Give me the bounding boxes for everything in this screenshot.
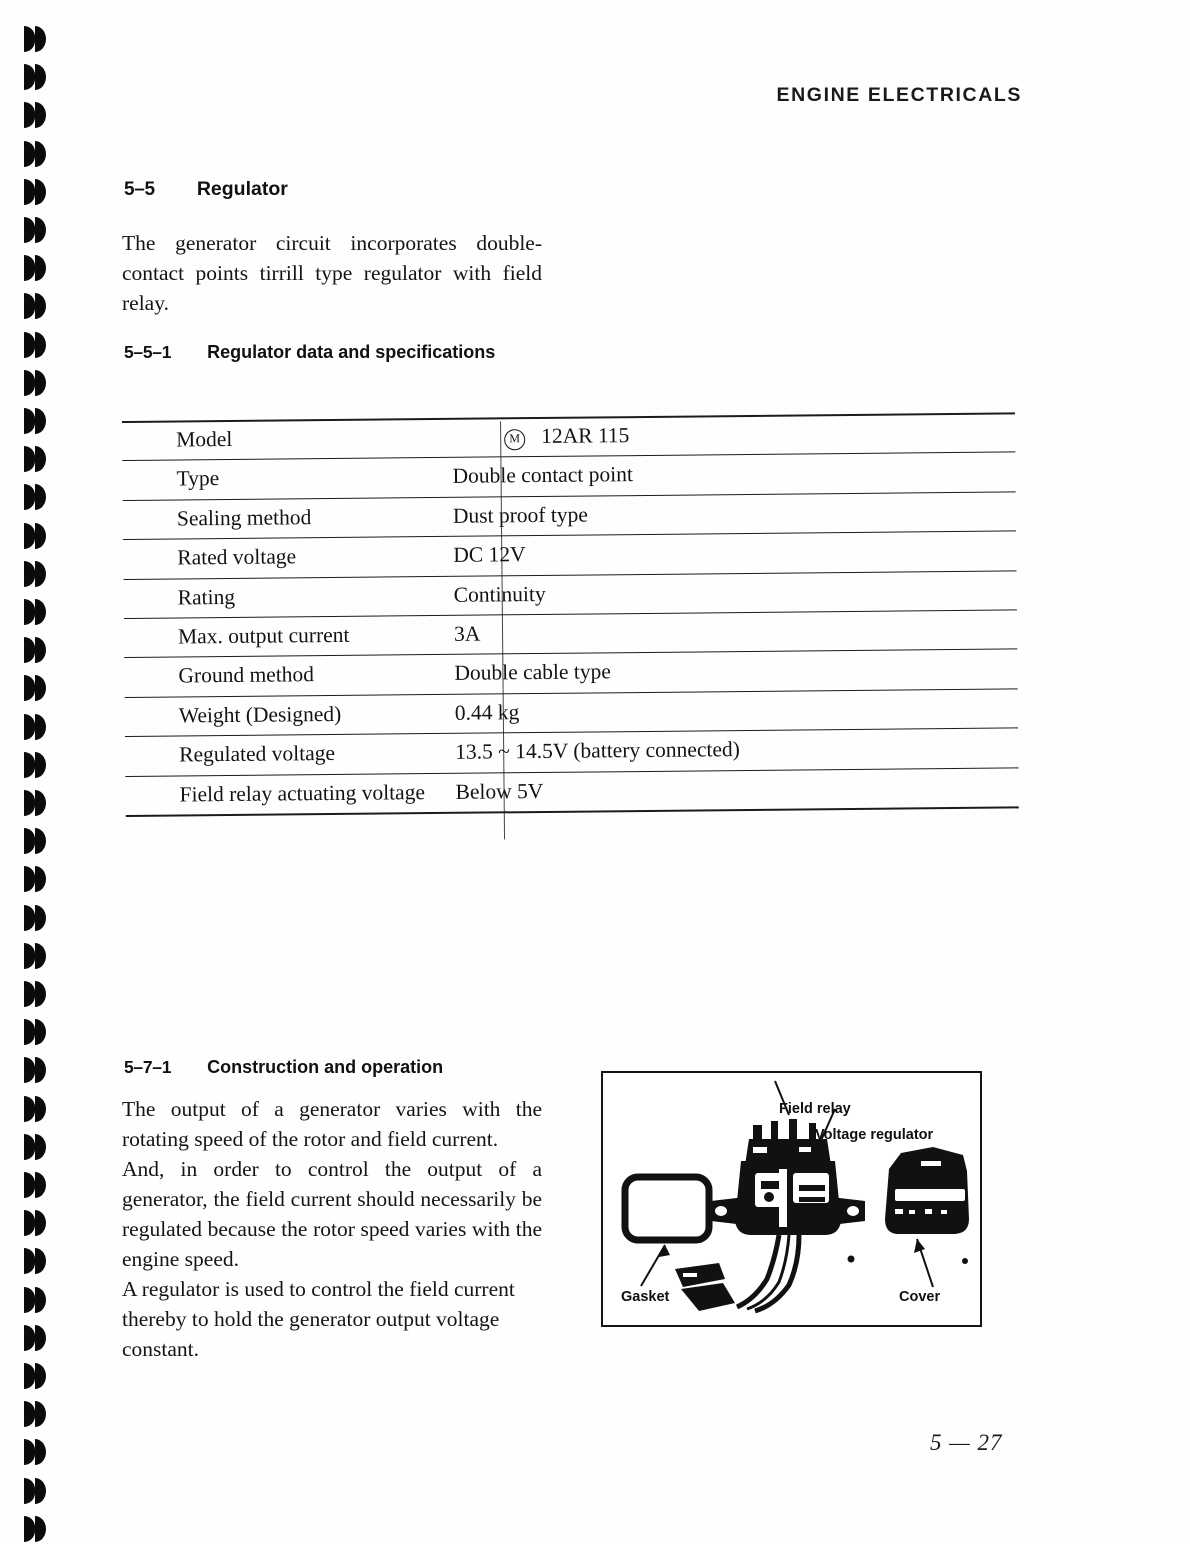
binding-hole <box>24 141 35 167</box>
running-header: ENGINE ELECTRICALS <box>776 84 1022 106</box>
table-rule <box>125 728 1018 738</box>
binding-hole <box>24 64 35 90</box>
table-cell-label: Rated voltage <box>177 544 297 570</box>
table-cell-value: Double cable type <box>454 659 611 686</box>
figure-label-voltage-regulator: Voltage regulator <box>815 1127 934 1143</box>
spiral-binding <box>0 0 70 1544</box>
table-rule <box>125 688 1018 698</box>
table-cell-label: Max. output current <box>177 622 350 649</box>
binding-hole <box>24 561 35 587</box>
binding-hole <box>24 1287 35 1313</box>
table-cell-label: Sealing method <box>176 504 312 531</box>
table-rule <box>124 649 1017 659</box>
paragraph-text: The output of a generator varies with the rotating speed of the rotor and field current. <box>122 1097 542 1151</box>
table-cell-label: Rating <box>177 584 236 610</box>
cover-illustration <box>848 1147 970 1264</box>
binding-hole <box>24 981 35 1007</box>
page-number: 5 — 27 <box>930 1430 1003 1455</box>
table-cell-value: M 12AR 115 <box>504 423 629 450</box>
cover-leader-line <box>914 1239 933 1287</box>
figure-regulator-assembly <box>601 1071 982 1327</box>
binding-hole <box>24 866 35 892</box>
binding-hole <box>24 1057 35 1083</box>
gasket-leader-line <box>641 1245 670 1286</box>
table-cell-value: Continuity <box>453 581 546 607</box>
binding-hole <box>24 446 35 472</box>
binding-hole <box>24 599 35 625</box>
binding-hole <box>24 1096 35 1122</box>
section-heading-construction <box>124 1057 443 1078</box>
paragraph-text: A regulator is used to control the field current thereby to hold the generator output voltage constant. <box>122 1277 515 1361</box>
table-cell-label: Model <box>176 426 233 452</box>
section-title: Regulator data and specifications <box>207 342 496 362</box>
binding-hole <box>24 1363 35 1389</box>
binding-hole <box>24 255 35 281</box>
table-cell-value: 0.44 kg <box>454 699 520 725</box>
section-number: 5–5–1 <box>124 342 172 362</box>
binding-hole <box>24 1439 35 1465</box>
binding-hole <box>24 1401 35 1427</box>
binding-hole <box>24 752 35 778</box>
table-cell-value: DC 12V <box>453 542 526 568</box>
binding-hole <box>24 1325 35 1351</box>
table-body <box>122 412 1015 807</box>
binding-hole <box>24 523 35 549</box>
binding-hole <box>24 484 35 510</box>
paragraph-text: And, in order to control the output of a generator, the field current should necessarily be regulated because the rotor speed varies with the engine speed. <box>122 1157 542 1271</box>
table-cell-label: Field relay actuating voltage <box>179 779 426 807</box>
table-rule <box>124 570 1017 580</box>
binding-hole <box>24 293 35 319</box>
binding-hole <box>24 370 35 396</box>
table-rule <box>122 452 1015 462</box>
binding-hole <box>24 1516 35 1542</box>
binding-hole <box>24 102 35 128</box>
binding-hole <box>24 637 35 663</box>
construction-body-text <box>122 1094 542 1364</box>
binding-hole <box>24 675 35 701</box>
binding-hole <box>24 179 35 205</box>
binding-hole <box>24 828 35 854</box>
specification-table <box>122 412 1019 851</box>
figure-label-cover: Cover <box>899 1289 941 1305</box>
table-cell-label: Weight (Designed) <box>178 701 342 728</box>
paragraph-text: The generator circuit incorporates double-contact points tirrill type regulator with field relay. <box>122 231 542 315</box>
table-rule <box>123 491 1016 501</box>
table-cell-label: Regulated voltage <box>179 741 336 767</box>
section-title: Construction and operation <box>207 1057 444 1077</box>
regulator-intro-paragraph <box>122 228 542 318</box>
table-rule <box>124 609 1017 619</box>
binding-hole <box>24 714 35 740</box>
section-number: 5–5 <box>124 179 155 200</box>
binding-hole <box>24 943 35 969</box>
table-cell-value: Double contact point <box>452 462 633 489</box>
table-cell-label: Ground method <box>178 662 315 688</box>
table-cell-value: Below 5V <box>455 778 544 804</box>
binding-hole <box>24 332 35 358</box>
binding-hole <box>24 217 35 243</box>
binding-hole <box>24 408 35 434</box>
section-heading-regulator <box>124 178 288 201</box>
binding-hole <box>24 1210 35 1236</box>
figure-label-gasket: Gasket <box>621 1289 670 1305</box>
gasket-illustration <box>625 1177 709 1240</box>
table-rule <box>122 412 1015 423</box>
binding-hole <box>24 1019 35 1045</box>
binding-hole <box>24 1478 35 1504</box>
table-cell-label: Type <box>176 466 220 491</box>
table-cell-value: 3A <box>453 621 481 646</box>
table-rule <box>126 806 1019 817</box>
table-cell-value: Dust proof type <box>452 502 588 528</box>
circled-m-icon: M <box>504 429 525 450</box>
section-heading-specifications <box>124 342 495 363</box>
binding-hole <box>24 1134 35 1160</box>
table-rule <box>123 531 1016 541</box>
section-number: 5–7–1 <box>124 1057 172 1077</box>
binding-hole <box>24 1172 35 1198</box>
binding-hole <box>24 790 35 816</box>
binding-hole <box>24 905 35 931</box>
section-title: Regulator <box>196 178 288 200</box>
figure-label-field-relay: Field relay <box>779 1101 851 1117</box>
regulator-base-illustration <box>675 1119 865 1311</box>
table-cell-value: 13.5 ~ 14.5V (battery connected) <box>455 737 740 765</box>
table-rule <box>125 767 1018 777</box>
binding-hole <box>24 1248 35 1274</box>
binding-hole <box>24 26 35 52</box>
